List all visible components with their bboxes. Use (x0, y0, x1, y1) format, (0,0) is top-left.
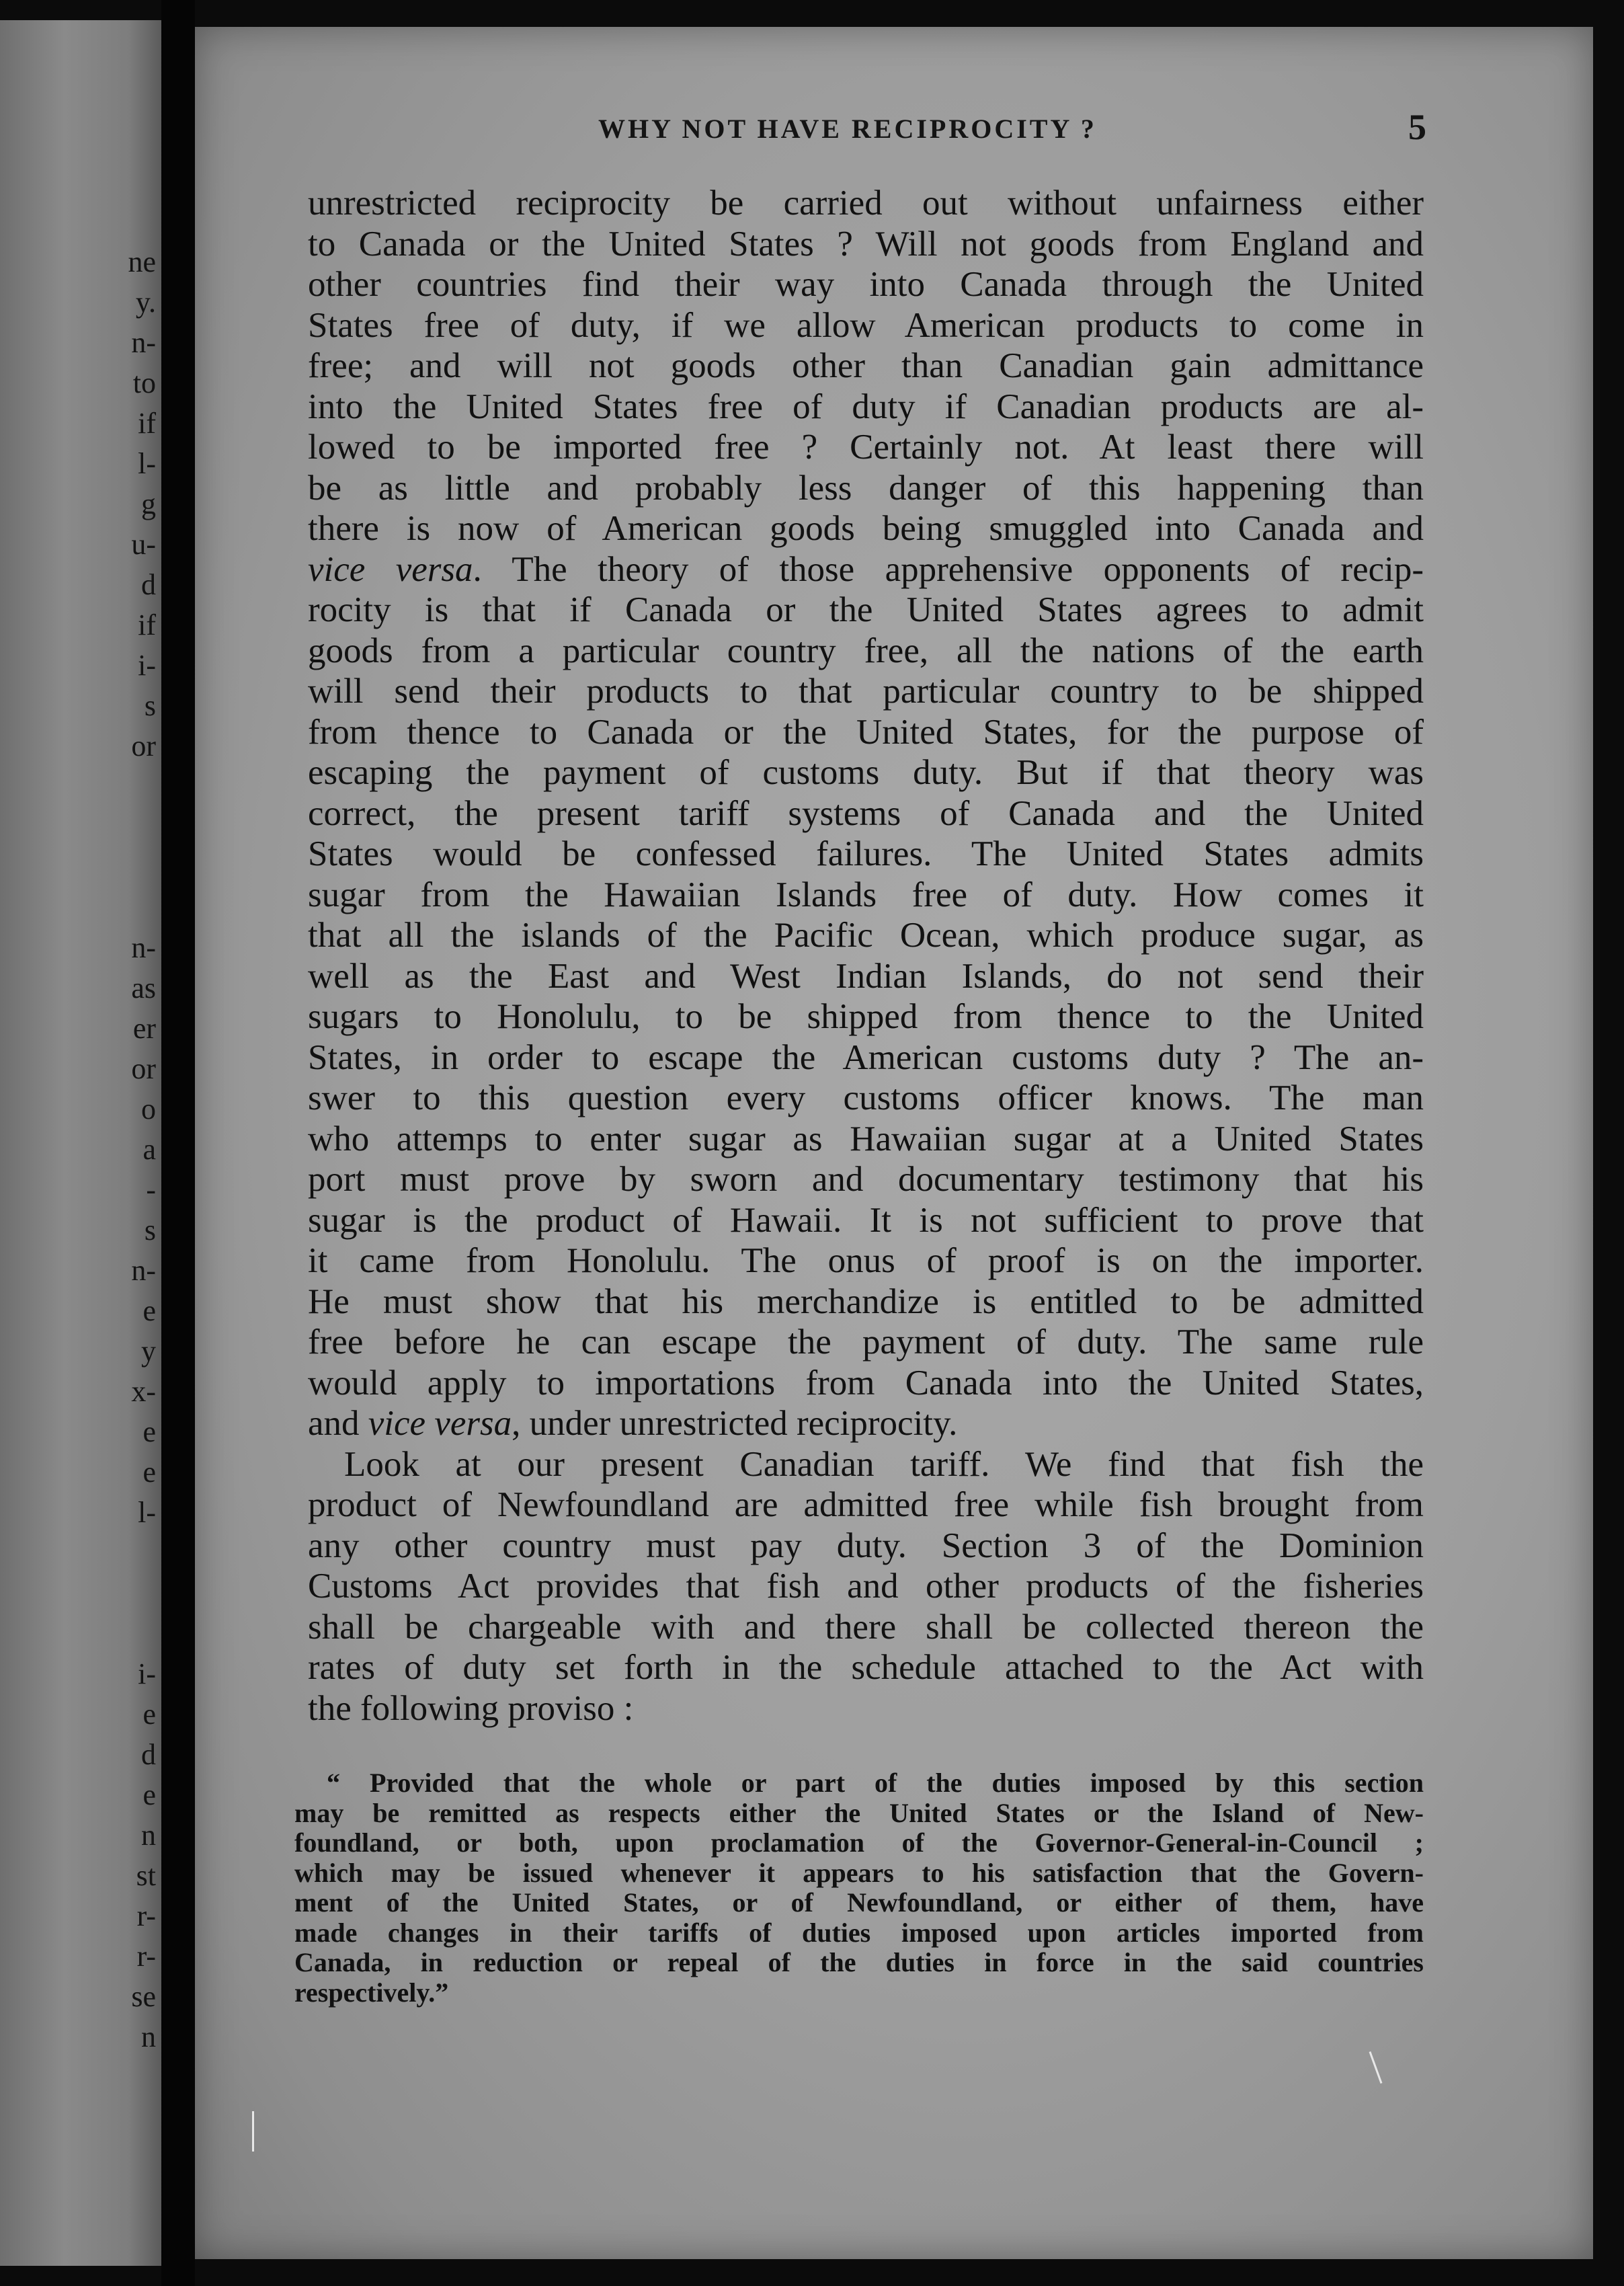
body-line: other countries find their way into Canada through the United (308, 265, 1424, 304)
body-line: Customs Act provides that fish and other products of the fisheries (308, 1567, 1424, 1606)
body-line: shall be chargeable with and there shall be collected thereon the (308, 1607, 1424, 1647)
fragment-line: to (132, 366, 156, 399)
fragment-line: a (143, 1133, 156, 1166)
fragment-line: n (141, 2020, 156, 2053)
italic-phrase: vice versa (308, 549, 473, 589)
fragment-line: i- (138, 649, 156, 682)
fragment-line: l- (138, 447, 156, 480)
fragment-line: r- (136, 1940, 156, 1973)
body-line: to Canada or the United States ? Will not goods from England and (308, 224, 1424, 264)
film-scratch (1369, 2051, 1383, 2084)
body-line: free before he can escape the payment of duty. The same rule (308, 1323, 1424, 1362)
fragment-line: e (143, 1698, 156, 1731)
fragment-line: u- (131, 528, 156, 561)
fragment-line: y (141, 1335, 156, 1368)
quote-line: respectively.” (294, 1977, 449, 2008)
body-line: into the United States free of duty if Canadian products are al- (308, 387, 1424, 426)
fragment-line (95, 847, 156, 888)
fragment-line: or (131, 730, 156, 762)
fragment-line (95, 1614, 156, 1654)
body-line: sugar is the product of Hawaii. It is not sufficient to prove that (308, 1200, 1424, 1240)
body-line: rocity is that if Canada or the United States agrees to admit (308, 590, 1424, 629)
fragment-line: if (138, 608, 156, 641)
body-line: goods from a particular country free, all the nations of the earth (308, 631, 1424, 670)
quote-line: which may be issued whenever it appears to his satisfaction that the Govern- (294, 1857, 1424, 1888)
fragment-line: s (144, 689, 156, 722)
fragment-line: i- (138, 1657, 156, 1690)
fragment-line: st (136, 1859, 156, 1892)
body-line: the following proviso : (308, 1688, 634, 1728)
body-line: swer to this question every customs officer knows. The man (308, 1078, 1424, 1117)
fragment-line: s (144, 1214, 156, 1247)
previous-page-fragments (95, 242, 156, 2057)
fragment-line: e (143, 1778, 156, 1811)
fragment-line: se (131, 1980, 156, 2013)
body-line: escaping the payment of customs duty. But if that theory was (308, 753, 1424, 792)
scan-border (1593, 0, 1624, 2286)
body-line: Look at our present Canadian tariff. We find that fish the (344, 1444, 1424, 1484)
body-line: port must prove by sworn and documentary testimony that his (308, 1160, 1424, 1199)
fragment-line: if (138, 407, 156, 440)
body-line: sugar from the Hawaiian Islands free of duty. How comes it (308, 875, 1424, 914)
fragment-line: d (141, 568, 156, 601)
fragment-line (95, 807, 156, 847)
body-line: States free of duty, if we allow American products to come in (308, 305, 1424, 345)
fragment-line: y. (135, 286, 156, 319)
fragment-line: e (143, 1415, 156, 1448)
body-line: unrestricted reciprocity be carried out without unfairness either (308, 184, 1424, 223)
running-head: WHY NOT HAVE RECIPROCITY ? (598, 114, 1097, 144)
fragment-line: x- (131, 1375, 156, 1408)
body-text (308, 183, 1424, 1729)
fragment-line: d (141, 1738, 156, 1771)
body-line: sugars to Honolulu, to be shipped from thence to the United (308, 997, 1424, 1036)
quote-line: ment of the United States, or of Newfoundland, or either of them, have (294, 1887, 1424, 1918)
fragment-line: o (141, 1093, 156, 1126)
film-scratch (252, 2111, 254, 2152)
fragment-line (95, 888, 156, 928)
quote-line: Canada, in reduction or repeal of the duties in force in the said countries (294, 1947, 1424, 1977)
fragment-line: ne (128, 245, 156, 278)
body-line: correct, the present tariff systems of Canada and the United (308, 793, 1424, 833)
fragment-line: n- (131, 1254, 156, 1287)
body-line: any other country must pay duty. Section 3 of the Dominion (308, 1526, 1424, 1565)
body-line: and vice versa, under unrestricted reciprocity. (308, 1404, 958, 1443)
body-line: who attemps to enter sugar as Hawaiian sugar at a United States (308, 1119, 1424, 1158)
body-line: States, in order to escape the American customs duty ? The an- (308, 1037, 1424, 1077)
page (195, 27, 1593, 2259)
body-line: will send their products to that particular country to be shipped (308, 672, 1424, 711)
body-line: States would be confessed failures. The United States admits (308, 834, 1424, 873)
fragment-line: n (141, 1819, 156, 1852)
previous-page-edge (0, 20, 161, 2266)
fragment-line: e (143, 1456, 156, 1489)
body-line: would apply to importations from Canada into the United States, (308, 1363, 1424, 1403)
fragment-line: or (131, 1052, 156, 1085)
body-line: free; and will not goods other than Canadian gain admittance (308, 346, 1424, 385)
quote-line: may be remitted as respects either the United States or the Island of New- (294, 1797, 1424, 1828)
fragment-line: - (146, 1173, 156, 1206)
quote-line: foundland, or both, upon proclamation of the Governor-General-in-Council ; (294, 1827, 1424, 1858)
fragment-line (95, 1533, 156, 1573)
body-line: be as little and probably less danger of this happening than (308, 468, 1424, 508)
body-line: vice versa. The theory of those apprehensive opponents of recip- (308, 549, 1424, 589)
fragment-line (95, 766, 156, 807)
body-line: lowed to be imported free ? Certainly not. At least there will (308, 428, 1424, 467)
quote-line: made changes in their tariffs of duties imposed upon articles imported from (294, 1917, 1424, 1948)
book-gutter (161, 0, 195, 2286)
body-line: there is now of American goods being smuggled into Canada and (308, 509, 1424, 548)
quote-line: “ Provided that the whole or part of the duties imposed by this section (327, 1768, 1424, 1798)
fragment-line: r- (136, 1899, 156, 1932)
body-line: that all the islands of the Pacific Ocean, which produce sugar, as (308, 916, 1424, 955)
fragment-line: er (132, 1012, 156, 1045)
fragment-line (95, 1573, 156, 1614)
body-line: from thence to Canada or the United States, for the purpose of (308, 712, 1424, 752)
page-number: 5 (1408, 107, 1426, 147)
fragment-line: g (141, 487, 156, 520)
fragment-line: as (131, 972, 156, 1004)
fragment-line: n- (131, 931, 156, 964)
body-line: it came from Honolulu. The onus of proof is on the importer. (308, 1241, 1424, 1280)
body-line: rates of duty set forth in the schedule attached to the Act with (308, 1648, 1424, 1687)
body-line: product of Newfoundland are admitted free while fish brought from (308, 1485, 1424, 1524)
body-line: well as the East and West Indian Islands, do not send their (308, 956, 1424, 996)
fragment-line: e (143, 1294, 156, 1327)
italic-phrase: vice versa (368, 1404, 512, 1443)
body-line: He must show that his merchandize is entitled to be admitted (308, 1282, 1424, 1321)
fragment-line: l- (138, 1496, 156, 1529)
block-quote (294, 1768, 1424, 2008)
fragment-line: n- (131, 326, 156, 359)
